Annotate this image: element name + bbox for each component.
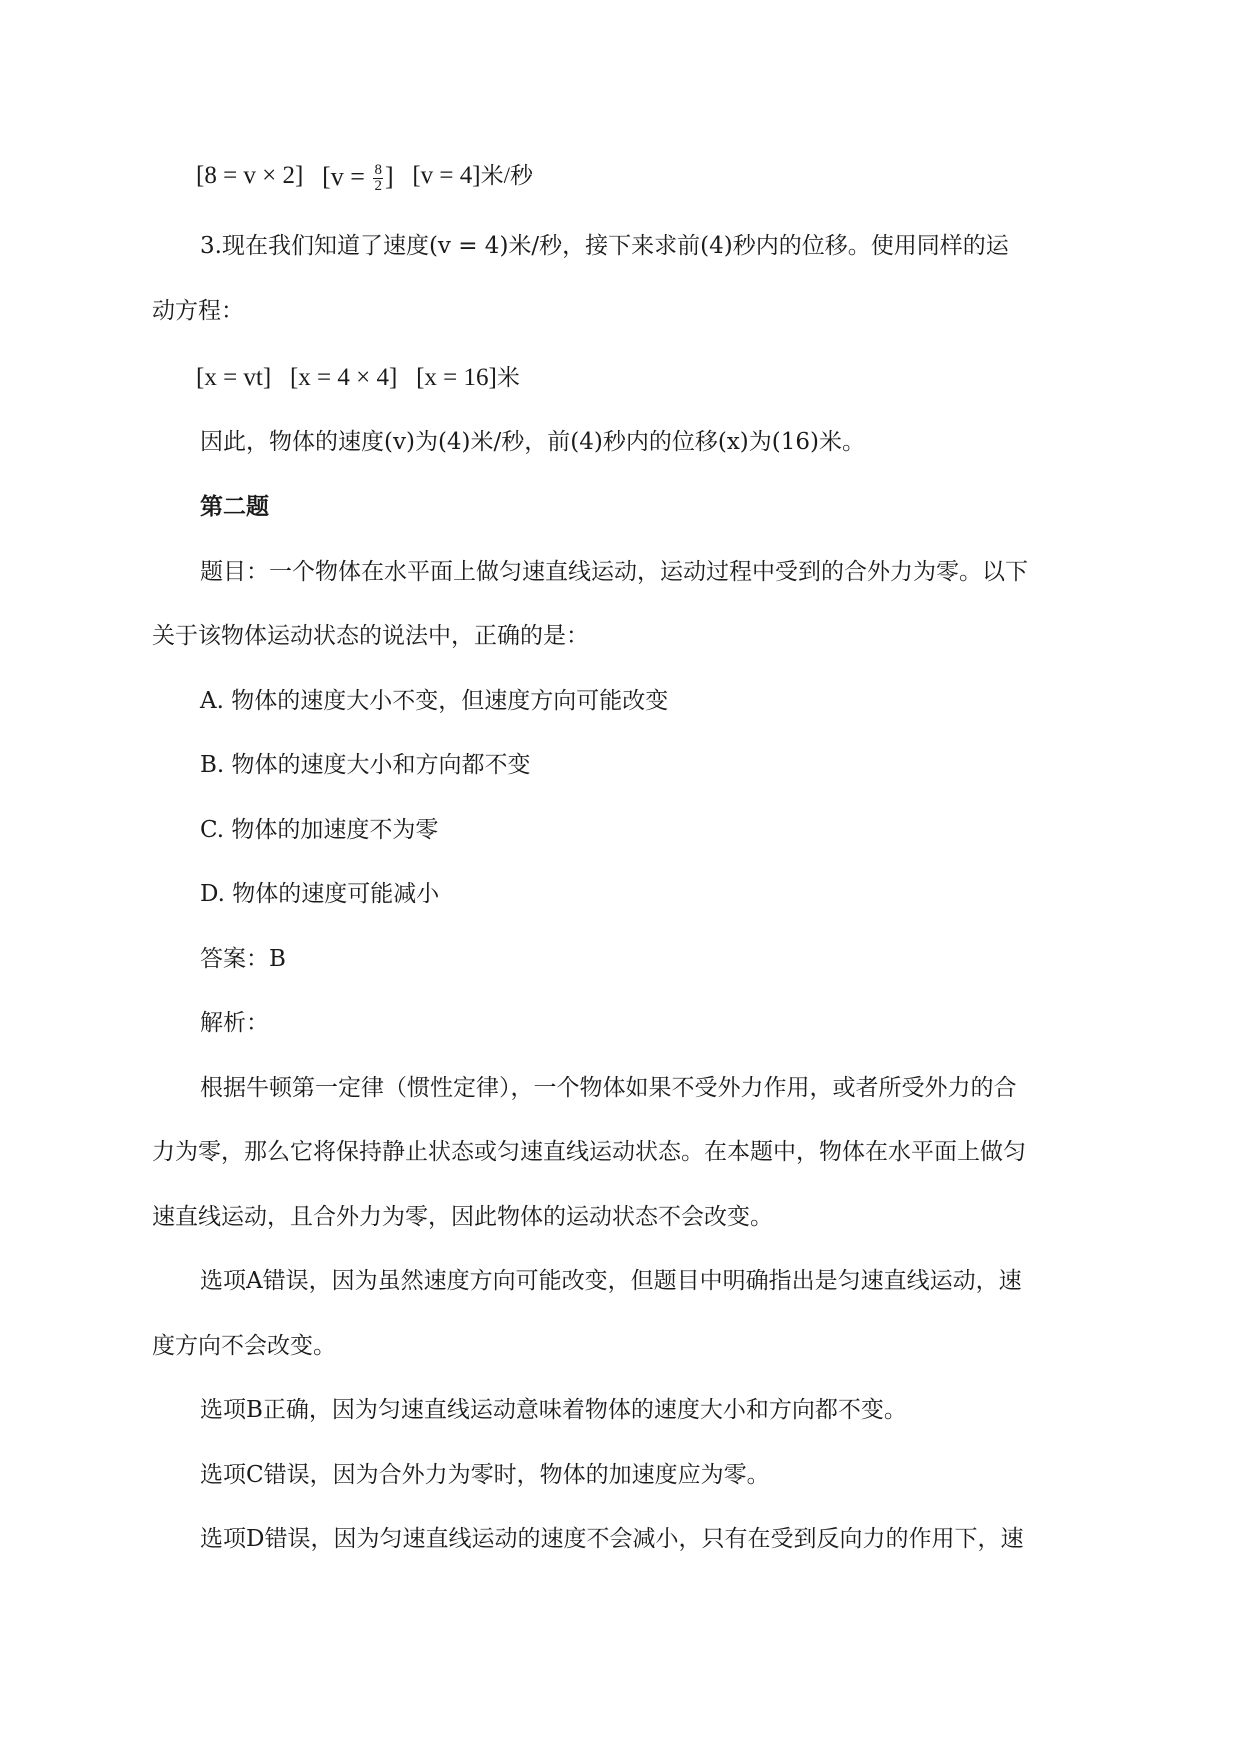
eq1-part3: [v = 4]: [412, 162, 481, 189]
option-d: D. 物体的速度可能减小: [200, 881, 440, 907]
eq2-unit: 米: [496, 365, 520, 390]
para3-line1: 3.现在我们知道了速度(v = 4)米/秒，接下来求前(4)秒内的位移。使用同样的运: [200, 233, 1009, 259]
eq2-part2: [x = 4 × 4]: [289, 364, 398, 391]
option-b: B. 物体的速度大小和方向都不变: [200, 752, 531, 778]
option-a-explanation-line2: 度方向不会改变。: [152, 1333, 336, 1359]
option-a-explanation-line1: 选项A错误，因为虽然速度方向可能改变，但题目中明确指出是匀速直线运动，速: [200, 1268, 1022, 1294]
eq1-part1: [8 = v × 2]: [196, 162, 304, 189]
equation-displacement: [196, 362, 1088, 394]
option-d-explanation: 选项D错误，因为匀速直线运动的速度不会减小，只有在受到反向力的作用下，速: [200, 1526, 1024, 1552]
question-line2: 关于该物体运动状态的说法中，正确的是：: [152, 623, 589, 649]
option-b-explanation: 选项B正确，因为匀速直线运动意味着物体的速度大小和方向都不变。: [200, 1397, 907, 1423]
eq1-unit: 米/秒: [480, 163, 533, 188]
eq1-frac-right: ]: [384, 162, 394, 192]
analysis-line1: 根据牛顿第一定律（惯性定律），一个物体如果不受外力作用，或者所受外力的合: [200, 1075, 1017, 1101]
eq1-frac-denominator: 2: [374, 178, 382, 195]
option-c: C. 物体的加速度不为零: [200, 817, 439, 843]
answer: 答案：B: [200, 946, 286, 972]
option-a: A. 物体的速度大小不变，但速度方向可能改变: [200, 688, 669, 714]
eq2-part1: [x = vt]: [196, 364, 272, 391]
eq1-fraction: [373, 163, 383, 194]
para3-line2: 动方程：: [152, 298, 244, 324]
option-c-explanation: 选项C错误，因为合外力为零时，物体的加速度应为零。: [200, 1462, 770, 1488]
equation-velocity: [196, 160, 1088, 194]
question-line1: 题目：一个物体在水平面上做匀速直线运动，运动过程中受到的合外力为零。以下: [200, 559, 1028, 585]
eq2-part3: [x = 16]: [416, 364, 497, 391]
conclusion: 因此，物体的速度(v)为(4)米/秒，前(4)秒内的位移(x)为(16)米。: [200, 429, 865, 455]
eq1-fraction-group: [322, 160, 394, 194]
analysis-label: 解析：: [200, 1010, 269, 1036]
section-title: 第二题: [200, 493, 269, 520]
eq1-frac-left: [v =: [322, 162, 372, 192]
eq1-frac-numerator: 8: [374, 162, 382, 179]
analysis-line2: 力为零，那么它将保持静止状态或匀速直线运动状态。在本题中，物体在水平面上做匀: [152, 1139, 1026, 1165]
analysis-line3: 速直线运动，且合外力为零，因此物体的运动状态不会改变。: [152, 1204, 773, 1230]
